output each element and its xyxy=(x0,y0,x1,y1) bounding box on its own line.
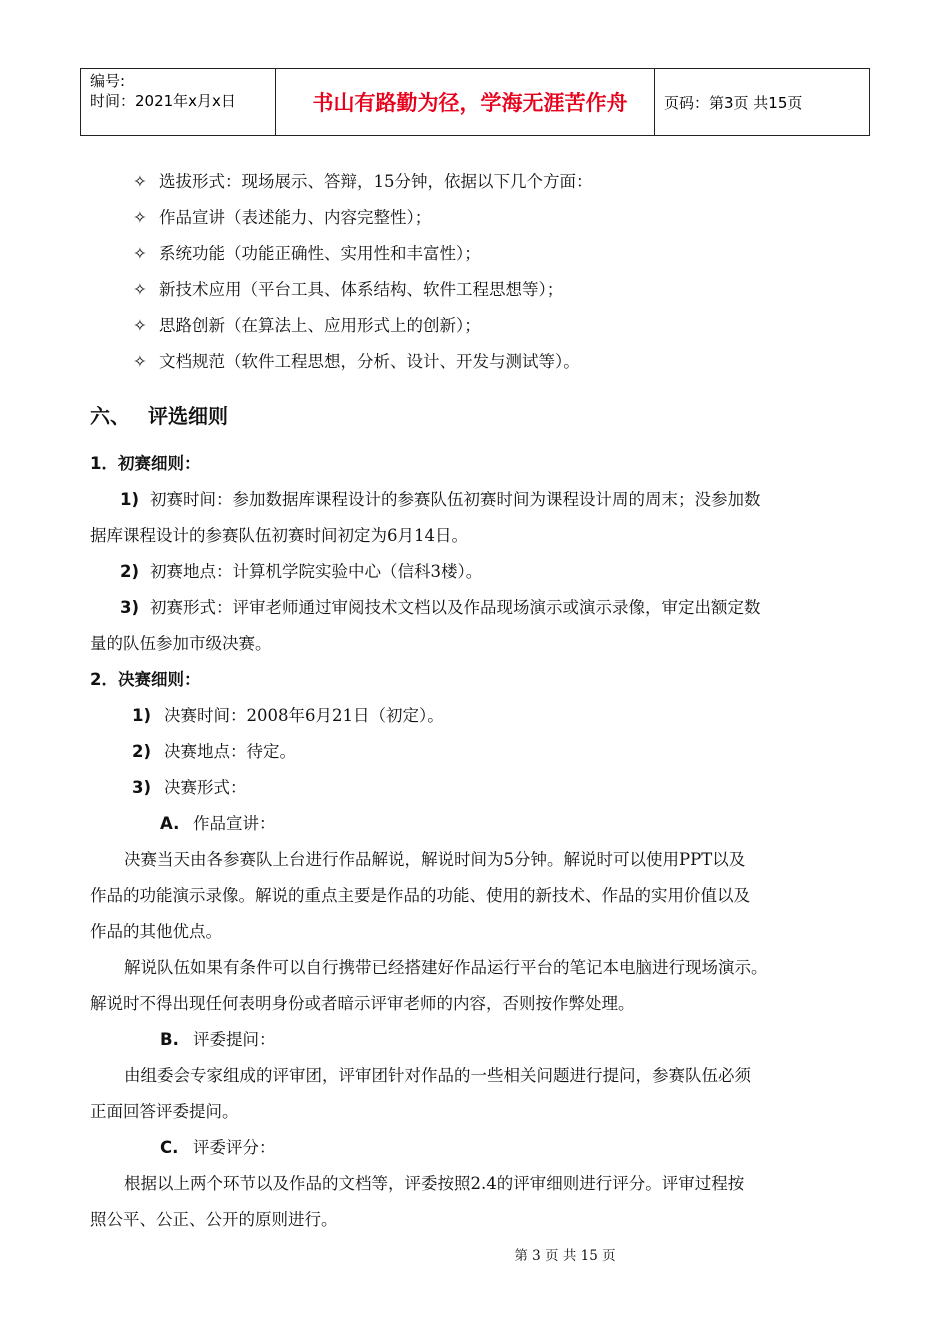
bullet-star-icon: ✧ xyxy=(133,352,147,371)
header-divider-1 xyxy=(275,69,276,135)
header-motto: 书山有路勤为径，学海无涯苦作舟 xyxy=(312,91,628,115)
section-heading: 六、 评选细则 xyxy=(90,404,228,428)
prelim-heading: 1．初赛细则： xyxy=(90,454,201,473)
part-b-heading: B. 评委提问： xyxy=(160,1030,276,1049)
paragraph-line: 作品的功能演示录像。解说的重点主要是作品的功能、使用的新技术、作品的实用价值以及 xyxy=(90,886,750,905)
paragraph-line: 正面回答评委提问。 xyxy=(90,1102,239,1121)
page-footer: 第 3 页 共 15 页 xyxy=(514,1248,616,1264)
paragraph-line: 解说队伍如果有条件可以自行携带已经搭建好作品运行平台的笔记本电脑进行现场演示。 xyxy=(124,958,768,977)
bullet-item: ✧ 文档规范（软件工程思想，分析、设计、开发与测试等）。 xyxy=(133,350,580,374)
paragraph-line: 由组委会专家组成的评审团，评审团针对作品的一些相关问题进行提问，参赛队伍必须 xyxy=(124,1066,751,1085)
bullet-item: ✧ 系统功能（功能正确性、实用性和丰富性）； xyxy=(133,242,481,266)
paragraph-line: 作品的其他优点。 xyxy=(90,922,222,941)
header-number-label: 编号: xyxy=(90,72,126,90)
prelim-item-3-cont: 量的队伍参加市级决赛。 xyxy=(90,634,272,653)
part-c-heading: C. 评委评分： xyxy=(160,1138,276,1157)
bullet-star-icon: ✧ xyxy=(133,316,147,335)
paragraph-line: 决赛当天由各参赛队上台进行作品解说，解说时间为5分钟。解说时可以使用PPT以及 xyxy=(124,850,746,869)
paragraph-line: 照公平、公正、公开的原则进行。 xyxy=(90,1210,338,1229)
bullet-star-icon: ✧ xyxy=(133,208,147,227)
paragraph-line: 根据以上两个环节以及作品的文档等，评委按照2.4的评审细则进行评分。评审过程按 xyxy=(124,1174,745,1193)
final-item-3: 3) 决赛形式： xyxy=(132,778,247,797)
header-date-label: 时间：2021年x月x日 xyxy=(90,92,236,110)
part-a-heading: A. 作品宣讲： xyxy=(160,814,276,833)
bullet-item: ✧ 选拔形式：现场展示、答辩，15分钟，依据以下几个方面： xyxy=(133,170,593,194)
final-heading: 2．决赛细则： xyxy=(90,670,201,689)
bullet-star-icon: ✧ xyxy=(133,172,147,191)
bullet-item: ✧ 作品宣讲（表述能力、内容完整性）； xyxy=(133,206,431,230)
bullet-item: ✧ 新技术应用（平台工具、体系结构、软件工程思想等）； xyxy=(133,278,563,302)
prelim-item-2: 2) 初赛地点：计算机学院实验中心（信科3楼）。 xyxy=(120,562,483,581)
paragraph-line: 解说时不得出现任何表明身份或者暗示评审老师的内容，否则按作弊处理。 xyxy=(90,994,635,1013)
page-header xyxy=(80,68,870,136)
prelim-item-3: 3) 初赛形式：评审老师通过审阅技术文档以及作品现场演示或演示录像，审定出额定数 xyxy=(120,598,761,617)
header-info-cell xyxy=(90,71,236,111)
final-item-1: 1) 决赛时间：2008年6月21日（初定）。 xyxy=(132,706,444,725)
header-page-label: 页码：第3页 共15页 xyxy=(664,93,803,112)
header-border-right xyxy=(869,69,870,135)
prelim-item-1: 1) 初赛时间：参加数据库课程设计的参赛队伍初赛时间为课程设计周的周末；没参加数 xyxy=(120,490,761,509)
bullet-star-icon: ✧ xyxy=(133,244,147,263)
header-border-left xyxy=(80,69,81,135)
bullet-item: ✧ 思路创新（在算法上、应用形式上的创新）； xyxy=(133,314,481,338)
prelim-item-1-cont: 据库课程设计的参赛队伍初赛时间初定为6月14日。 xyxy=(90,526,468,545)
bullet-star-icon: ✧ xyxy=(133,280,147,299)
final-item-2: 2) 决赛地点：待定。 xyxy=(132,742,296,761)
